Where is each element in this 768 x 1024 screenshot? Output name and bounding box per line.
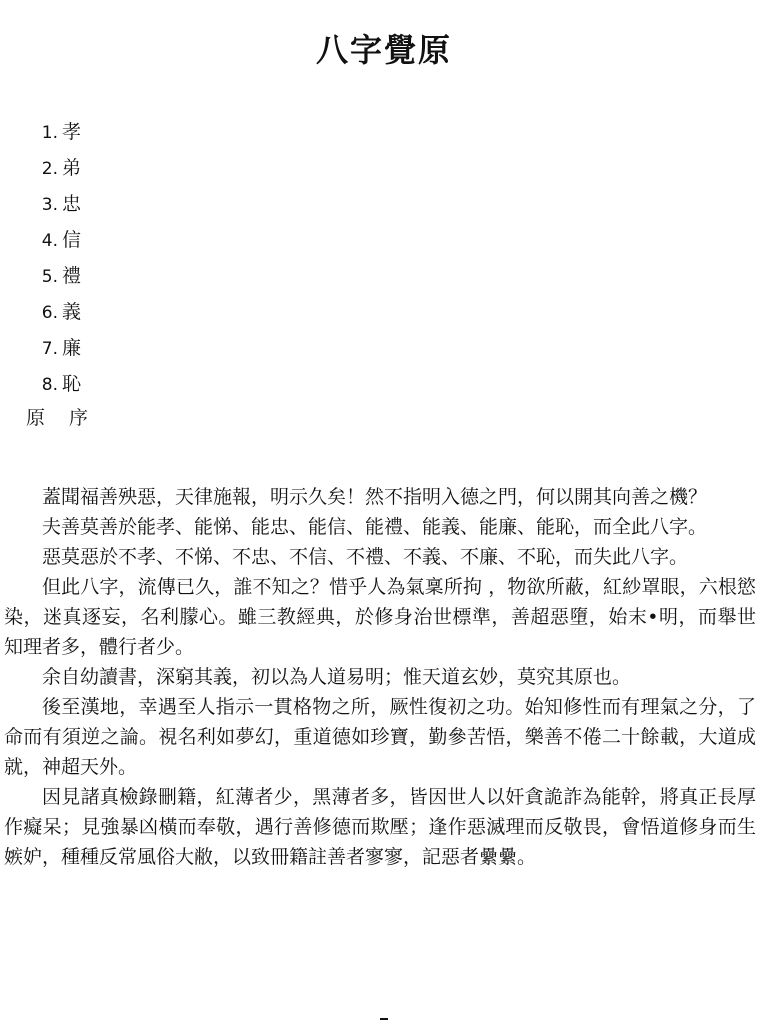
paragraph: 後至漢地，幸遇至人指示一貫格物之所，厥性復初之功。始知修性而有理氣之分，了命而有須逆之論。視名利如夢幻，重道德如珍寶，勤參苦悟，樂善不倦二十餘載，大道成就，神超天外。 bbox=[4, 696, 756, 778]
toc-item-label: 禮 bbox=[62, 265, 82, 287]
toc-item-label: 義 bbox=[62, 301, 82, 323]
toc-item bbox=[30, 222, 81, 258]
page-title: 八字覺原 bbox=[315, 31, 452, 69]
toc-item-label: 孝 bbox=[62, 121, 82, 143]
toc-item-label: 廉 bbox=[62, 337, 82, 359]
paragraph: 因見諸真檢錄刪籍，紅薄者少，黑薄者多，皆因世人以奸貪詭詐為能幹，將真正長厚作癡呆；見強暴凶橫而奉敬，遇行善修德而欺壓；逢作惡滅理而反敬畏，會悟道修身而生嫉妒，種種反常風俗大敝，以致冊籍註善者寥寥，記惡者纍纍。 bbox=[4, 786, 756, 868]
toc-item-number: 5. bbox=[41, 267, 58, 287]
toc-item-label: 信 bbox=[62, 229, 82, 251]
paragraph: 惡莫惡於不孝、不悌、不忠、不信、不禮、不義、不廉、不恥，而失此八字。 bbox=[42, 546, 689, 568]
paragraph: 但此八字，流傳已久，誰不知之？惜乎人為氣稟所拘 ，物欲所蔽，紅紗罩眼，六根慾染，迷真逐妄，名利朦心。雖三教經典，於修身治世標準，善超惡墮，始末•明，而舉世知理者多，體行者少。 bbox=[4, 576, 756, 658]
toc-item-number: 1. bbox=[41, 123, 58, 143]
toc-item-label: 忠 bbox=[62, 193, 82, 215]
page-marker bbox=[380, 1018, 388, 1020]
paragraph: 余自幼讀書，深窮其義，初以為人道易明；惟天道玄妙，莫究其原也。 bbox=[42, 666, 632, 688]
toc-item-number: 8. bbox=[41, 375, 58, 395]
toc-item bbox=[30, 114, 81, 150]
preface-body bbox=[4, 482, 756, 872]
toc-item-number: 4. bbox=[41, 231, 58, 251]
toc-item-label: 弟 bbox=[62, 157, 82, 179]
toc-item bbox=[30, 150, 81, 186]
toc-item-number: 6. bbox=[41, 303, 58, 323]
toc-item-number: 7. bbox=[41, 339, 58, 359]
toc-item-number: 2. bbox=[41, 159, 58, 179]
paragraph: 蓋聞福善殃惡，天律施報，明示久矣！然不指明入德之門，何以開其向善之機？ bbox=[42, 486, 708, 508]
toc-item bbox=[30, 258, 81, 294]
paragraph: 夫善莫善於能孝、能悌、能忠、能信、能禮、能義、能廉、能恥，而全此八字。 bbox=[42, 516, 708, 538]
toc-item bbox=[30, 366, 81, 402]
toc-item-number: 3. bbox=[41, 195, 58, 215]
table-of-contents bbox=[30, 114, 81, 402]
toc-item-label: 恥 bbox=[62, 373, 82, 395]
preface-heading: 原序 bbox=[26, 407, 113, 429]
toc-item bbox=[30, 186, 81, 222]
toc-item bbox=[30, 330, 81, 366]
toc-item bbox=[30, 294, 81, 330]
